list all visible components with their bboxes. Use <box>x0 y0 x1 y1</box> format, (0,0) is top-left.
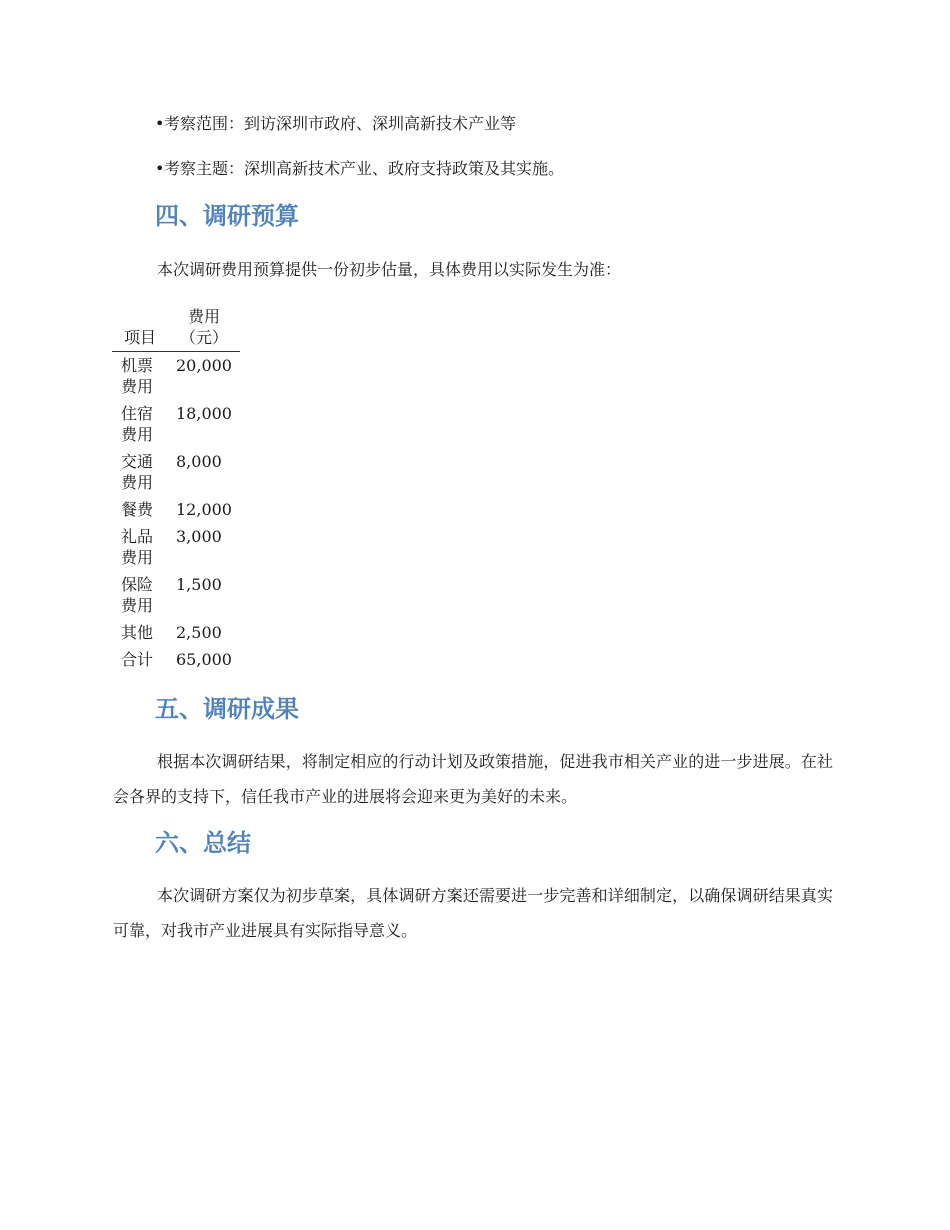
bullet-item <box>155 157 564 181</box>
budget-amount-cell: 1,500 <box>176 575 222 594</box>
table-row <box>112 646 240 673</box>
budget-item-cell: 礼品费用 <box>121 527 154 567</box>
bullet-marker: • <box>155 114 165 133</box>
budget-amount-cell: 3,000 <box>176 527 222 546</box>
table-row <box>112 400 240 448</box>
bullet-text: 考察范围：到访深圳市政府、深圳高新技术产业等 <box>164 114 517 133</box>
budget-item-cell: 交通费用 <box>121 452 154 492</box>
table-row <box>112 496 240 523</box>
budget-amount-cell: 20,000 <box>176 356 232 375</box>
bullet-marker: • <box>155 159 165 178</box>
budget-table <box>112 306 240 673</box>
budget-item-cell: 机票费用 <box>121 356 154 396</box>
column-header-item: 项目 <box>112 306 168 352</box>
results-paragraph: 根据本次调研结果，将制定相应的行动计划及政策措施，促进我市相关产业的进一步进展。在社会各界的支持下，信任我市产业的进展将会迎来更为美好的未来。 <box>113 752 833 806</box>
budget-amount-cell: 2,500 <box>176 623 222 642</box>
table-row <box>112 571 240 619</box>
budget-item-cell: 合计 <box>121 650 154 669</box>
table-row <box>112 448 240 496</box>
budget-intro-paragraph: 本次调研费用预算提供一份初步估量，具体费用以实际发生为准： <box>157 260 622 279</box>
budget-amount-cell: 8,000 <box>176 452 222 471</box>
budget-item-cell: 餐费 <box>121 500 154 519</box>
budget-amount-cell: 18,000 <box>176 404 232 423</box>
budget-amount-cell: 12,000 <box>176 500 232 519</box>
budget-amount-cell: 65,000 <box>176 650 232 669</box>
budget-item-cell: 保险费用 <box>121 575 154 615</box>
budget-table-body <box>112 352 240 674</box>
section-heading-results: 五、调研成果 <box>155 695 299 723</box>
column-header-amount: 费用（元） <box>168 306 240 352</box>
bullet-text: 考察主题：深圳高新技术产业、政府支持政策及其实施。 <box>164 159 565 178</box>
budget-item-cell: 住宿费用 <box>121 404 154 444</box>
section-heading-budget: 四、调研预算 <box>155 202 299 230</box>
table-row <box>112 352 240 401</box>
summary-paragraph: 本次调研方案仅为初步草案，具体调研方案还需要进一步完善和详细制定，以确保调研结果真实可靠，对我市产业进展具有实际指导意义。 <box>113 886 833 940</box>
bullet-item <box>155 112 516 136</box>
section-heading-summary: 六、总结 <box>155 829 251 857</box>
budget-item-cell: 其他 <box>121 623 154 642</box>
table-row <box>112 523 240 571</box>
table-header-row <box>112 306 240 352</box>
table-row <box>112 619 240 646</box>
